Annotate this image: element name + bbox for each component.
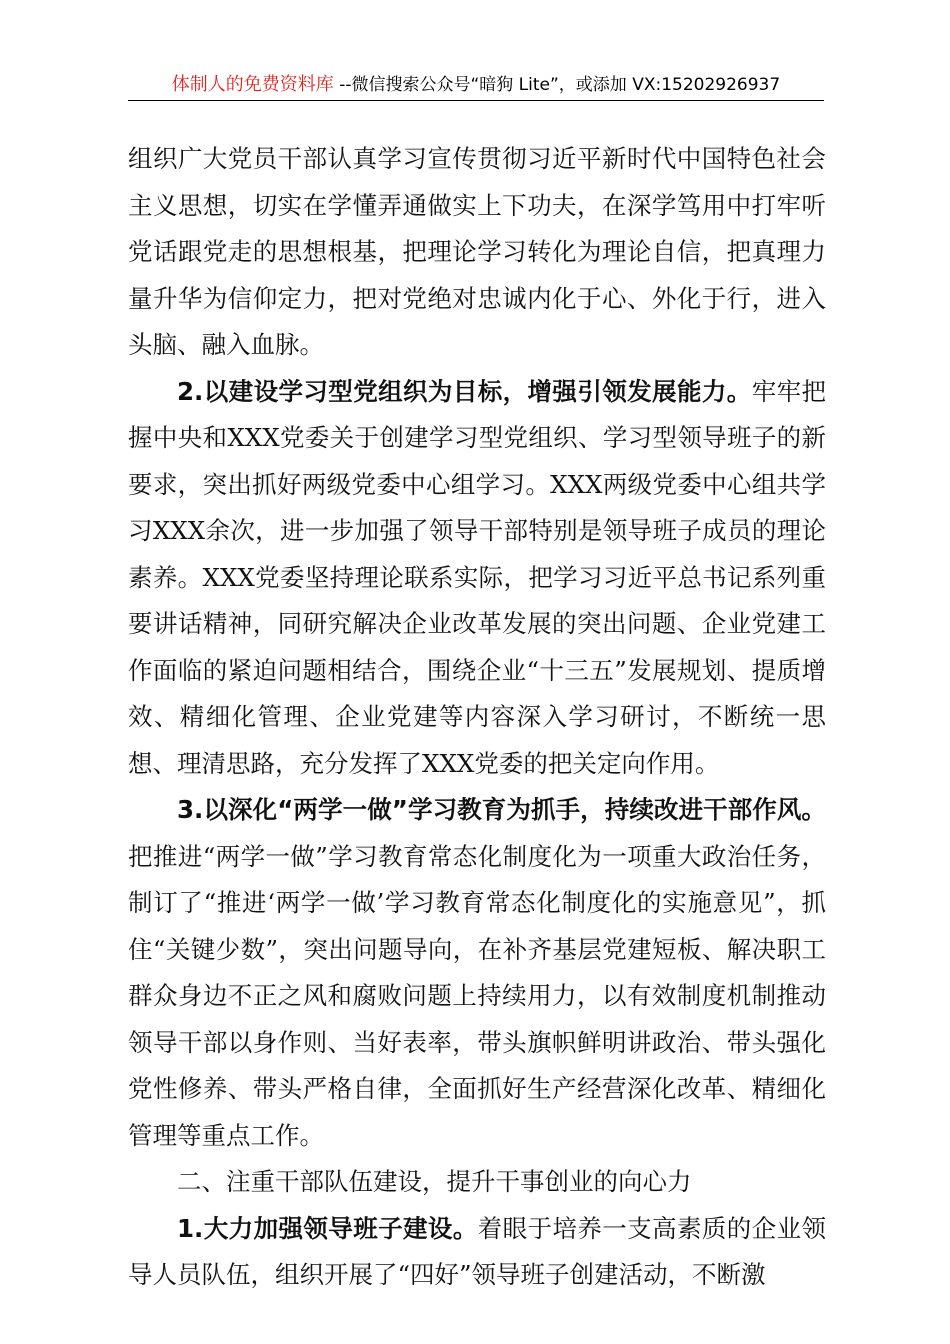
paragraph-1 [128, 136, 826, 369]
paragraph-3 [128, 787, 826, 1159]
paragraph-heading: 2.以建设学习型党组织为目标，增强引领发展能力。 [177, 376, 752, 406]
header-brand: 体制人的免费资料库 [171, 74, 334, 95]
document-body [128, 136, 826, 1299]
paragraph-2 [128, 369, 826, 788]
paragraph-heading: 3.以深化“两学一做”学习教育为抓手，持续改进干部作风。 [177, 795, 826, 824]
paragraph-text: 牢牢把握中央和XXX党委关于创建学习型党组织、学习型领导班子的新要求，突出抓好两级党委中心组学习。XXX两级党委中心组共学习XXX余次，进一步加强了领导干部特别是领导班子成员的理论素养。XXX党委坚持理论联系实际，把学习习近平总书记系列重要讲话精神，同研究解决企业改革发展的突出问题、企业党建工作面临的紧迫问题相结合，围绕企业“十三五”发展规划、提质增效、精细化管理、企业党建等内容深入学习研讨，不断统一思想、理清思路，充分发挥了XXX党委的把关定向作用。 [128, 376, 826, 778]
header-subtitle: --微信搜索公众号“暗狗 Lite”，或添加 VX:15202926937 [339, 75, 781, 95]
page-header [128, 72, 824, 101]
paragraph-5 [128, 1206, 826, 1299]
paragraph-text: 着眼于培养一支高素质的企业领导人员队伍，组织开展了“四好”领导班子创建活动，不断激 [128, 1213, 827, 1289]
paragraph-text: 组织广大党员干部认真学习宣传贯彻习近平新时代中国特色社会主义思想，切实在学懂弄通做实上下功夫，在深学笃用中打牢听党话跟党走的思想根基，把理论学习转化为理论自信，把真理力量升华为信仰定力，把对党绝对忠诚内化于心、外化于行，进入头脑、融入血脉。 [128, 144, 826, 359]
section-heading [128, 1159, 826, 1206]
section-heading-text: 二、注重干部队伍建设，提升干事创业的向心力 [177, 1167, 692, 1196]
paragraph-text: 把推进“两学一做”学习教育常态化制度化为一项重大政治任务，制订了“推进‘两学一做’学习教育常态化制度化的实施意见”，抓住“关键少数”，突出问题导向，在补齐基层党建短板、解决职工群众身边不正之风和腐败问题上持续用力，以有效制度机制推动领导干部以身作则、当好表率，带头旗帜鲜明讲政治、带头强化党性修养、带头严格自律，全面抓好生产经营深化改革、精细化管理等重点工作。 [128, 841, 826, 1150]
paragraph-heading: 1.大力加强领导班子建设。 [177, 1213, 478, 1243]
